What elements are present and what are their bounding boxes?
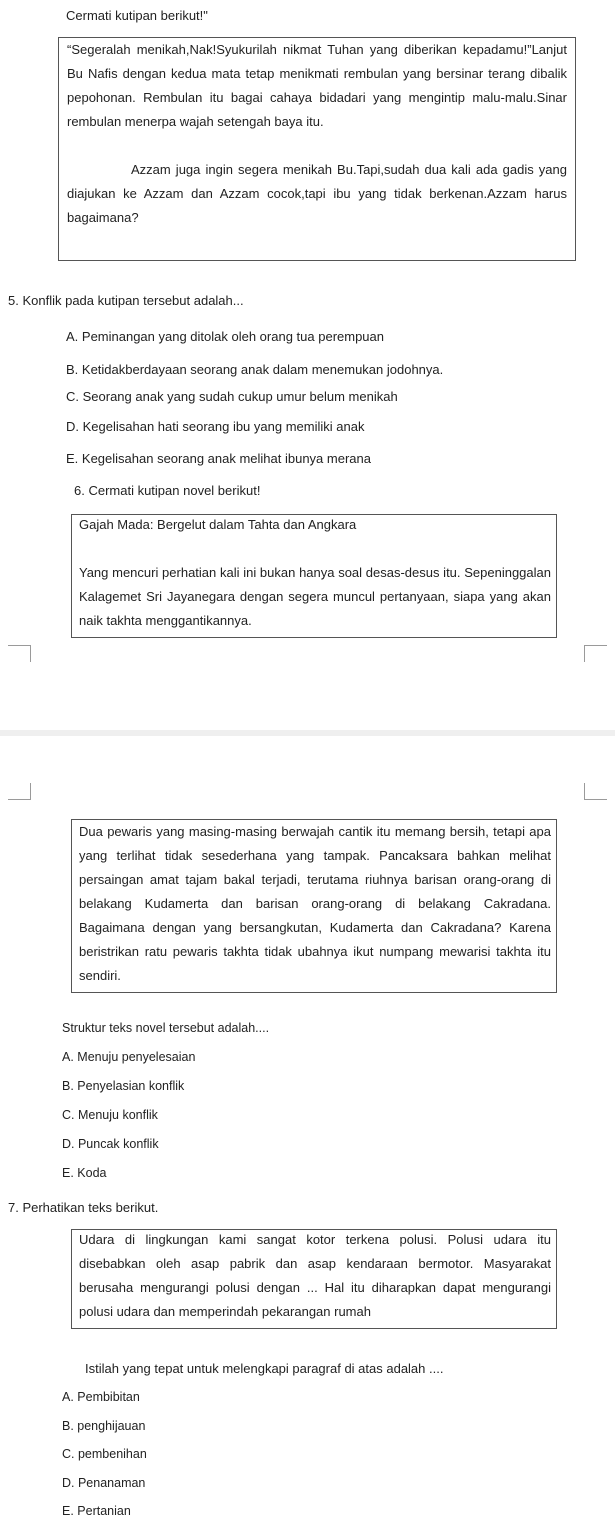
page-corner-top-right (584, 645, 607, 662)
passage-box-7 (71, 1229, 557, 1329)
question-6-option-e[interactable]: E. Koda (62, 1166, 107, 1180)
question-7-option-e[interactable]: E. Pertanian (62, 1504, 131, 1518)
passage-7-text: Udara di lingkungan kami sangat kotor terkena polusi. Polusi udara itu disebabkan oleh asap pabrik dan asap kendaraan bermotor. Masyarakat berusaha mengurangi polusi dengan ... Hal itu diharapkan dapat mengurangi polusi udara dan memperindah pekarangan rumah (79, 1232, 551, 1319)
novel-excerpt-paragraph-2: Dua pewaris yang masing-masing berwajah cantik itu memang bersih, tetapi apa yang terlihat tidak sesederhana yang tampak. Pancaksara bahkan melihat persaingan amat tajam bakal terjadi, terutama riuhnya barisan orang-orang di belakang Kudamerta dan barisan orang-orang di belakang Cakradana. Bagaimana dengan yang bersangkutan, Kudamerta dan Cakradana? Karena beristrikan ratu pewaris takhta tidak ubahnya ikut numpang mewarisi takhta itu sendiri. (79, 824, 551, 983)
question-5-stem: 5. Konflik pada kutipan tersebut adalah... (8, 293, 244, 308)
novel-excerpt-box-1 (71, 514, 557, 638)
page-corner-bottom-left (8, 783, 31, 800)
question-5-option-c[interactable]: C. Seorang anak yang sudah cukup umur belum menikah (66, 389, 398, 404)
question-7-option-b[interactable]: B. penghijauan (62, 1419, 146, 1433)
question-7-question: Istilah yang tepat untuk melengkapi paragraf di atas adalah .... (85, 1361, 444, 1376)
question-7-option-c[interactable]: C. pembenihan (62, 1447, 147, 1461)
question-6-stem: 6. Cermati kutipan novel berikut! (74, 483, 261, 498)
passage-box-1 (58, 37, 576, 261)
question-6-option-d[interactable]: D. Puncak konflik (62, 1137, 159, 1151)
question-7-stem: 7. Perhatikan teks berikut. (8, 1200, 159, 1215)
question-5-option-e[interactable]: E. Kegelisahan seorang anak melihat ibunya merana (66, 451, 371, 466)
passage-1-paragraph-1: “Segeralah menikah,Nak!Syukurilah nikmat Tuhan yang diberikan kepadamu!”Lanjut Bu Nafis dengan kedua mata tetap menikmati rembulan yang bersinar terang dibalik pepohonan. Rembulan itu bagai cahaya bidadari yang mengintip malu-malu.Sinar rembulan menerpa wajah setengah baya itu. (67, 42, 567, 129)
passage-1-paragraph-2: Azzam juga ingin segera menikah Bu.Tapi,sudah dua kali ada gadis yang diajukan ke Azzam dan Azzam cocok,tapi ibu yang tidak berkenan.Azzam harus bagaimana? (67, 162, 567, 225)
page-corner-top-left (8, 645, 31, 662)
page-divider (0, 730, 615, 736)
page-corner-bottom-right (584, 783, 607, 800)
question-6-option-b[interactable]: B. Penyelasian konflik (62, 1079, 185, 1093)
question-6-option-a[interactable]: A. Menuju penyelesaian (62, 1050, 196, 1064)
question-7-option-d[interactable]: D. Penanaman (62, 1476, 146, 1490)
question-5-option-b[interactable]: B. Ketidakberdayaan seorang anak dalam menemukan jodohnya. (66, 362, 444, 377)
question-6-question: Struktur teks novel tersebut adalah.... (62, 1021, 270, 1035)
question-5-option-a[interactable]: A. Peminangan yang ditolak oleh orang tua perempuan (66, 329, 384, 344)
question-7-option-a[interactable]: A. Pembibitan (62, 1390, 140, 1404)
novel-excerpt-box-2 (71, 819, 557, 993)
question-6-option-c[interactable]: C. Menuju konflik (62, 1108, 158, 1122)
question-5-option-d[interactable]: D. Kegelisahan hati seorang ibu yang memiliki anak (66, 419, 365, 434)
novel-excerpt-paragraph-1: Yang mencuri perhatian kali ini bukan hanya soal desas-desus itu. Sepeninggalan Kalagemet Sri Jayanegara dengan segera muncul pertanyaan, siapa yang akan naik takhta menggantikannya. (79, 565, 551, 628)
novel-title: Gajah Mada: Bergelut dalam Tahta dan Angkara (79, 517, 357, 532)
intro-instruction: Cermati kutipan berikut!" (66, 8, 208, 23)
